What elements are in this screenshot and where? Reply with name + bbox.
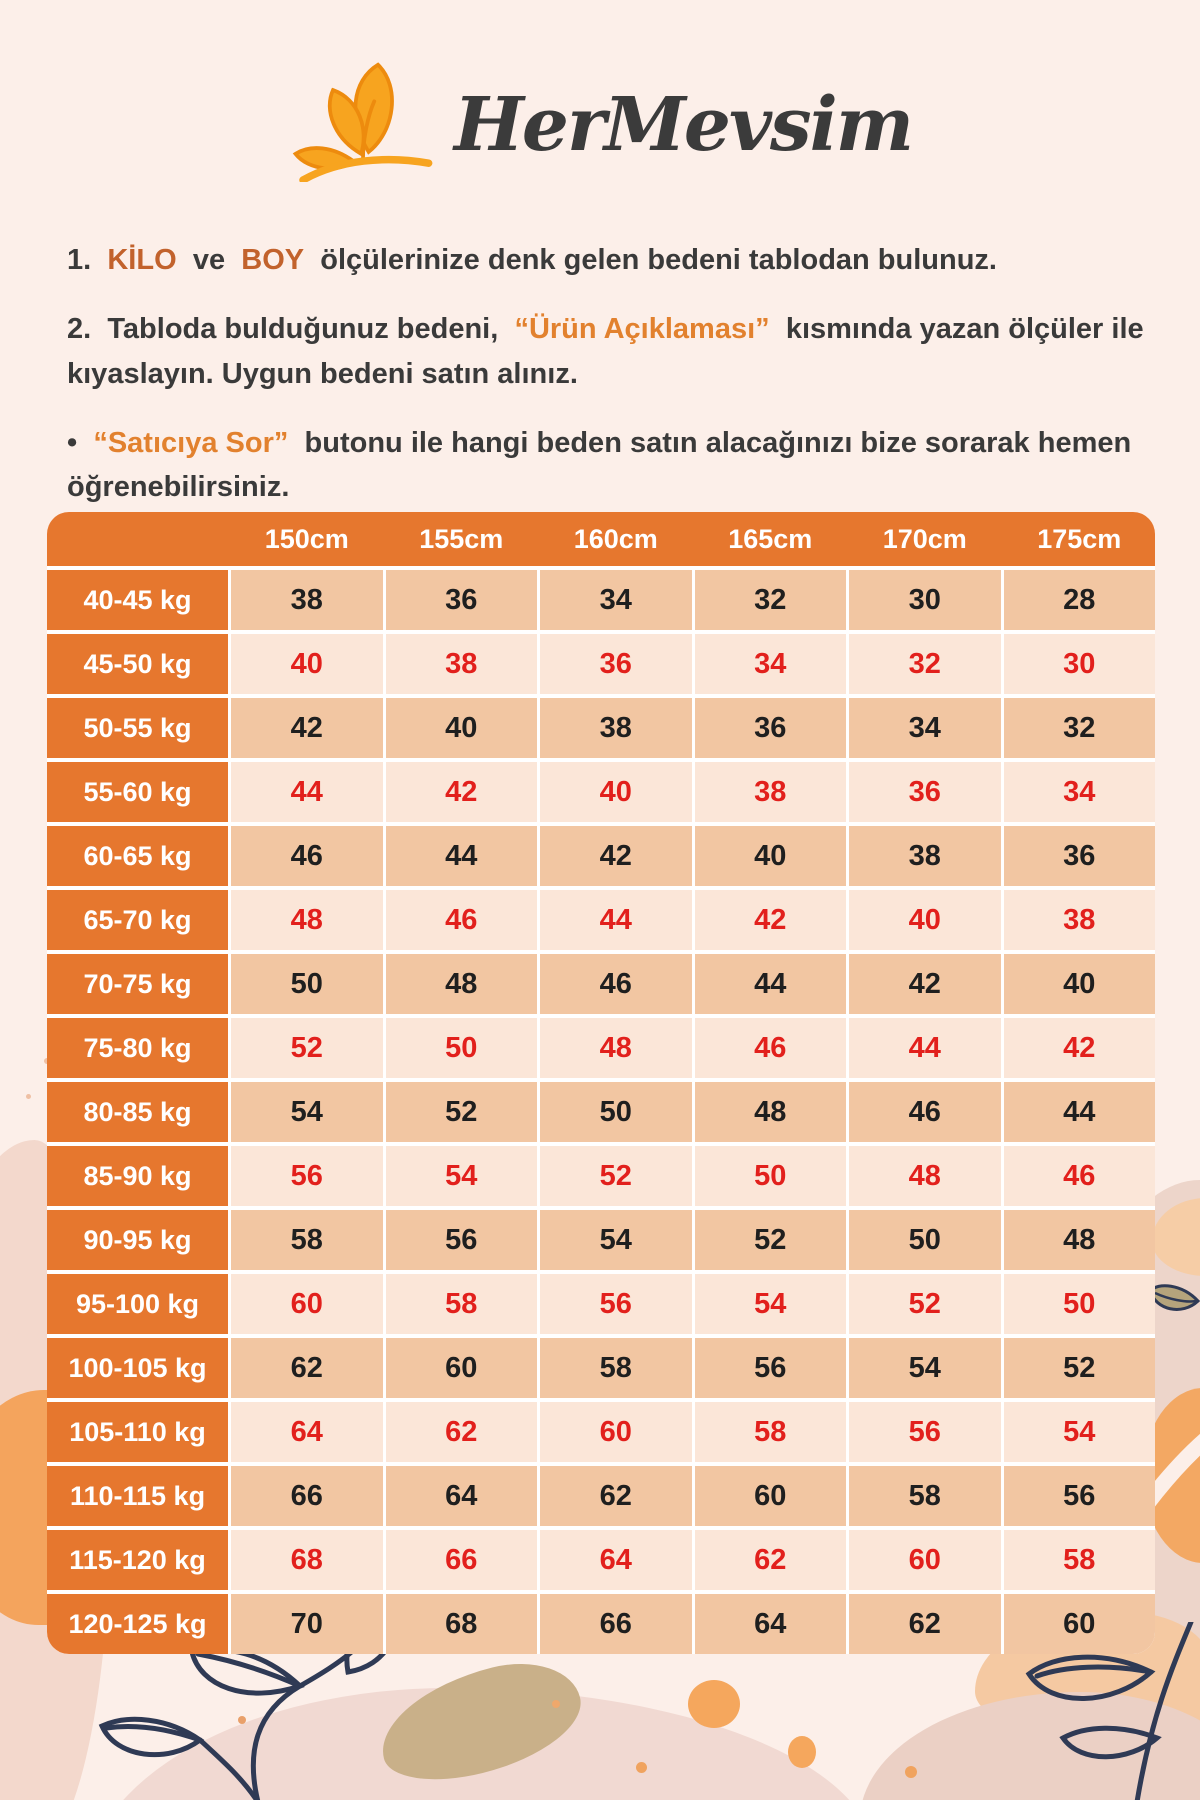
size-value-cell: 58	[386, 1274, 538, 1334]
table-row	[47, 762, 1155, 822]
table-row	[47, 1466, 1155, 1526]
weight-label-cell: 60-65 kg	[47, 826, 228, 886]
size-value-cell: 40	[540, 762, 692, 822]
size-value-cell: 34	[695, 634, 847, 694]
weight-label-cell: 40-45 kg	[47, 570, 228, 630]
size-value-cell: 60	[231, 1274, 383, 1334]
height-header-cell: 160cm	[573, 523, 658, 554]
size-value-cell: 40	[849, 890, 1001, 950]
size-value-cell: 42	[695, 890, 847, 950]
instruction-line-2	[67, 307, 1145, 396]
instruction-line-1	[67, 238, 1145, 282]
table-row	[47, 954, 1155, 1014]
weight-label-cell: 80-85 kg	[47, 1082, 228, 1142]
size-value-cell: 64	[695, 1594, 847, 1654]
size-value-cell: 36	[1004, 826, 1156, 886]
size-value-cell: 54	[849, 1338, 1001, 1398]
size-value-cell: 60	[386, 1338, 538, 1398]
weight-label-cell: 70-75 kg	[47, 954, 228, 1014]
size-value-cell: 48	[849, 1146, 1001, 1206]
size-value-cell: 46	[695, 1018, 847, 1078]
size-value-cell: 64	[386, 1466, 538, 1526]
size-value-cell: 34	[849, 698, 1001, 758]
weight-label-cell: 55-60 kg	[47, 762, 228, 822]
size-value-cell: 66	[540, 1594, 692, 1654]
size-value-cell: 54	[1004, 1402, 1156, 1462]
size-value-cell: 68	[386, 1594, 538, 1654]
size-value-cell: 66	[231, 1466, 383, 1526]
instruction-number: 2.	[67, 313, 92, 346]
table-header-row	[47, 512, 1155, 566]
weight-label-cell: 115-120 kg	[47, 1530, 228, 1590]
size-value-cell: 58	[1004, 1530, 1156, 1590]
size-value-cell: 58	[540, 1338, 692, 1398]
weight-label-cell: 50-55 kg	[47, 698, 228, 758]
size-value-cell: 48	[231, 890, 383, 950]
size-value-cell: 62	[695, 1530, 847, 1590]
weight-label-cell: 105-110 kg	[47, 1402, 228, 1462]
instruction-text: Tabloda bulduğunuz bedeni,	[107, 313, 499, 346]
instruction-number: 1.	[67, 244, 92, 276]
size-value-cell: 38	[540, 698, 692, 758]
size-value-cell: 42	[386, 762, 538, 822]
size-value-cell: 40	[1004, 954, 1156, 1014]
table-row	[47, 1402, 1155, 1462]
size-value-cell: 36	[695, 698, 847, 758]
weight-label-cell: 95-100 kg	[47, 1274, 228, 1334]
table-row	[47, 1594, 1155, 1654]
size-value-cell: 28	[1004, 570, 1156, 630]
size-value-cell: 36	[386, 570, 538, 630]
brand-leaf-icon	[288, 60, 438, 182]
product-description-highlight: “Ürün Açıklaması”	[514, 313, 770, 346]
speckle-dot	[788, 1736, 816, 1768]
size-value-cell: 46	[540, 954, 692, 1014]
size-value-cell: 60	[695, 1466, 847, 1526]
speckle-dot	[26, 1094, 31, 1099]
size-value-cell: 44	[386, 826, 538, 886]
height-header-cell: 170cm	[882, 523, 967, 554]
speckle-dot	[636, 1762, 647, 1773]
size-value-cell: 52	[695, 1210, 847, 1270]
size-value-cell: 32	[849, 634, 1001, 694]
size-value-cell: 70	[231, 1594, 383, 1654]
speckle-dot	[688, 1680, 740, 1728]
size-value-cell: 56	[849, 1402, 1001, 1462]
size-value-cell: 50	[695, 1146, 847, 1206]
brand-name: HerMevsim	[453, 82, 913, 168]
height-header-cell: 150cm	[264, 523, 349, 554]
weight-label-cell: 45-50 kg	[47, 634, 228, 694]
size-value-cell: 52	[1004, 1338, 1156, 1398]
size-value-cell: 52	[540, 1146, 692, 1206]
size-value-cell: 62	[231, 1338, 383, 1398]
weight-label-cell: 110-115 kg	[47, 1466, 228, 1526]
small-leaf-icon	[1148, 1282, 1200, 1320]
speckle-dot	[552, 1700, 560, 1708]
weight-label-cell: 65-70 kg	[47, 890, 228, 950]
size-value-cell: 36	[540, 634, 692, 694]
instruction-text: kısmında yazan ölçüler ile kıyaslayın. Uygun bedeni satın alınız.	[67, 313, 1144, 390]
size-value-cell: 44	[540, 890, 692, 950]
size-value-cell: 42	[231, 698, 383, 758]
table-row	[47, 698, 1155, 758]
instructions	[67, 238, 1145, 535]
size-value-cell: 56	[695, 1338, 847, 1398]
size-value-cell: 30	[849, 570, 1001, 630]
weight-label-cell: 90-95 kg	[47, 1210, 228, 1270]
size-value-cell: 42	[540, 826, 692, 886]
size-value-cell: 38	[231, 570, 383, 630]
size-value-cell: 48	[1004, 1210, 1156, 1270]
size-value-cell: 52	[849, 1274, 1001, 1334]
ask-seller-highlight: “Satıcıya Sor”	[93, 427, 289, 460]
table-row	[47, 1210, 1155, 1270]
table-row	[47, 570, 1155, 630]
size-value-cell: 40	[231, 634, 383, 694]
size-value-cell: 58	[231, 1210, 383, 1270]
height-header-cell: 175cm	[1037, 523, 1122, 554]
size-value-cell: 42	[849, 954, 1001, 1014]
size-value-cell: 46	[386, 890, 538, 950]
size-value-cell: 38	[695, 762, 847, 822]
instruction-text: butonu ile hangi beden satın alacağınızı bize sorarak hemen öğrenebilirsiniz.	[67, 427, 1132, 504]
table-row	[47, 1338, 1155, 1398]
size-value-cell: 42	[1004, 1018, 1156, 1078]
instruction-text: ve	[192, 244, 226, 276]
size-value-cell: 50	[386, 1018, 538, 1078]
size-value-cell: 34	[540, 570, 692, 630]
boy-highlight: BOY	[241, 244, 305, 276]
bullet: •	[67, 427, 78, 460]
table-row	[47, 1146, 1155, 1206]
size-value-cell: 50	[231, 954, 383, 1014]
instruction-text: ölçülerinize denk gelen bedeni tablodan bulunuz.	[320, 244, 997, 276]
size-value-cell: 52	[231, 1018, 383, 1078]
height-header-cell: 155cm	[419, 523, 504, 554]
size-value-cell: 54	[386, 1146, 538, 1206]
size-value-cell: 36	[849, 762, 1001, 822]
weight-label-cell: 120-125 kg	[47, 1594, 228, 1654]
size-value-cell: 50	[849, 1210, 1001, 1270]
size-value-cell: 44	[849, 1018, 1001, 1078]
size-value-cell: 46	[231, 826, 383, 886]
table-row	[47, 634, 1155, 694]
size-value-cell: 56	[231, 1146, 383, 1206]
size-value-cell: 52	[386, 1082, 538, 1142]
table-body	[47, 570, 1155, 1654]
size-value-cell: 46	[849, 1082, 1001, 1142]
size-value-cell: 62	[849, 1594, 1001, 1654]
size-value-cell: 50	[1004, 1274, 1156, 1334]
size-value-cell: 68	[231, 1530, 383, 1590]
size-value-cell: 30	[1004, 634, 1156, 694]
size-value-cell: 34	[1004, 762, 1156, 822]
size-value-cell: 32	[1004, 698, 1156, 758]
size-value-cell: 38	[386, 634, 538, 694]
size-value-cell: 60	[540, 1402, 692, 1462]
size-value-cell: 54	[540, 1210, 692, 1270]
size-value-cell: 48	[695, 1082, 847, 1142]
size-value-cell: 66	[386, 1530, 538, 1590]
size-value-cell: 58	[849, 1466, 1001, 1526]
size-value-cell: 60	[1004, 1594, 1156, 1654]
table-row	[47, 1274, 1155, 1334]
size-value-cell: 40	[695, 826, 847, 886]
size-value-cell: 38	[1004, 890, 1156, 950]
instruction-line-3	[67, 421, 1145, 510]
size-value-cell: 32	[695, 570, 847, 630]
weight-label-cell: 85-90 kg	[47, 1146, 228, 1206]
speckle-dot	[905, 1766, 917, 1778]
kilo-highlight: KİLO	[107, 244, 177, 276]
table-row	[47, 826, 1155, 886]
table-row	[47, 1082, 1155, 1142]
size-value-cell: 56	[540, 1274, 692, 1334]
table-row	[47, 890, 1155, 950]
size-value-cell: 50	[540, 1082, 692, 1142]
table-row	[47, 1530, 1155, 1590]
brand-logo	[0, 60, 1200, 182]
size-value-cell: 54	[695, 1274, 847, 1334]
size-value-cell: 44	[231, 762, 383, 822]
size-value-cell: 64	[540, 1530, 692, 1590]
size-value-cell: 44	[1004, 1082, 1156, 1142]
size-value-cell: 62	[540, 1466, 692, 1526]
size-value-cell: 62	[386, 1402, 538, 1462]
size-value-cell: 48	[540, 1018, 692, 1078]
size-value-cell: 60	[849, 1530, 1001, 1590]
size-value-cell: 38	[849, 826, 1001, 886]
size-value-cell: 54	[231, 1082, 383, 1142]
size-value-cell: 64	[231, 1402, 383, 1462]
height-header-cell: 165cm	[728, 523, 813, 554]
size-value-cell: 48	[386, 954, 538, 1014]
table-row	[47, 1018, 1155, 1078]
weight-label-cell: 75-80 kg	[47, 1018, 228, 1078]
weight-label-cell: 100-105 kg	[47, 1338, 228, 1398]
size-value-cell: 56	[386, 1210, 538, 1270]
size-value-cell: 46	[1004, 1146, 1156, 1206]
size-value-cell: 58	[695, 1402, 847, 1462]
size-value-cell: 44	[695, 954, 847, 1014]
size-value-cell: 40	[386, 698, 538, 758]
size-table	[47, 512, 1155, 1654]
size-value-cell: 56	[1004, 1466, 1156, 1526]
